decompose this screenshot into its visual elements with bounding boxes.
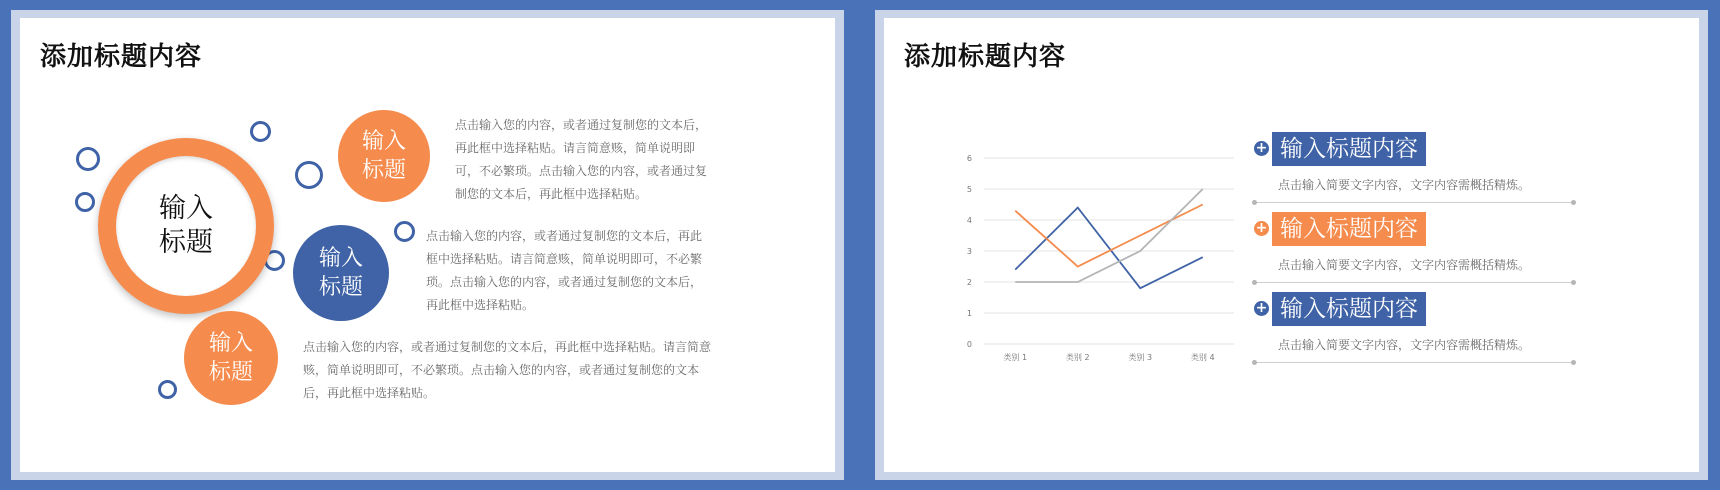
main-circle-label: 输入 标题 <box>159 193 213 258</box>
decor-ring <box>75 192 95 212</box>
y-tick-label: 0 <box>966 340 972 349</box>
slide-right <box>864 0 1720 490</box>
divider <box>1254 202 1574 203</box>
legend-desc: 点击输入简要文字内容，文字内容需概括精炼。 <box>1278 178 1531 192</box>
y-tick-label: 2 <box>966 278 972 287</box>
legend-desc: 点击输入简要文字内容，文字内容需概括精炼。 <box>1278 338 1531 352</box>
y-tick-label: 3 <box>966 247 972 256</box>
x-tick-label: 类别 3 <box>1128 353 1153 362</box>
y-tick-label: 4 <box>966 216 972 225</box>
y-tick-label: 6 <box>966 154 972 163</box>
slide-frame <box>11 10 844 480</box>
legend-desc: 点击输入简要文字内容，文字内容需概括精炼。 <box>1278 258 1531 272</box>
item-circle-3 <box>184 311 278 405</box>
slide-frame <box>875 10 1708 480</box>
slide-title: 添加标题内容 <box>904 42 1067 72</box>
decor-ring <box>76 147 100 171</box>
decor-ring <box>250 121 271 142</box>
item-circle-1 <box>338 110 430 202</box>
series-line-2 <box>1015 205 1203 267</box>
y-tick-label: 5 <box>966 185 972 194</box>
main-circle <box>98 138 274 314</box>
plus-icon: + <box>1255 140 1268 156</box>
y-tick-label: 1 <box>966 309 972 318</box>
x-tick-label: 类别 4 <box>1190 353 1215 362</box>
item-text-3: 点击输入您的内容，或者通过复制您的文本后，再此框中选择粘贴。请言简意赅，简单说明即可，不必繁琐。点击输入您的内容，或者通过复制您的文本后，再此框中选择粘贴。 <box>303 340 712 400</box>
decor-ring <box>295 161 323 189</box>
item-text-1: 点击输入您的内容，或者通过复制您的文本后，再此框中选择粘贴。请言简意赅，简单说明即可，不必繁琐。点击输入您的内容，或者通过复制您的文本后，再此框中选择粘贴。 <box>455 118 708 201</box>
plus-icon: + <box>1255 300 1268 316</box>
slide-content <box>20 18 835 472</box>
legend-tag: 输入标题内容 <box>1272 292 1426 326</box>
divider <box>1254 282 1574 283</box>
legend-tag: 输入标题内容 <box>1272 212 1426 246</box>
slide-left <box>0 0 856 490</box>
plus-icon: + <box>1255 220 1268 236</box>
decor-ring <box>394 221 415 242</box>
x-tick-label: 类别 2 <box>1065 353 1090 362</box>
item-circle-label: 输入 标题 <box>318 246 363 300</box>
x-tick-label: 类别 1 <box>1003 353 1028 362</box>
slide-title: 添加标题内容 <box>40 42 203 72</box>
decor-ring <box>158 380 177 399</box>
slide-content <box>884 18 1699 472</box>
item-circle-2 <box>293 225 389 321</box>
main-circle-inner <box>116 156 256 296</box>
legend-tag: 输入标题内容 <box>1272 132 1426 166</box>
item-circle-label: 输入 标题 <box>208 331 253 385</box>
line-chart <box>934 148 1264 388</box>
item-circle-label: 输入 标题 <box>361 129 406 183</box>
item-text-2: 点击输入您的内容，或者通过复制您的文本后，再此框中选择粘贴。请言简意赅，简单说明即可，不必繁琐。点击输入您的内容，或者通过复制您的文本后，再此框中选择粘贴。 <box>426 229 703 312</box>
divider <box>1254 362 1574 363</box>
